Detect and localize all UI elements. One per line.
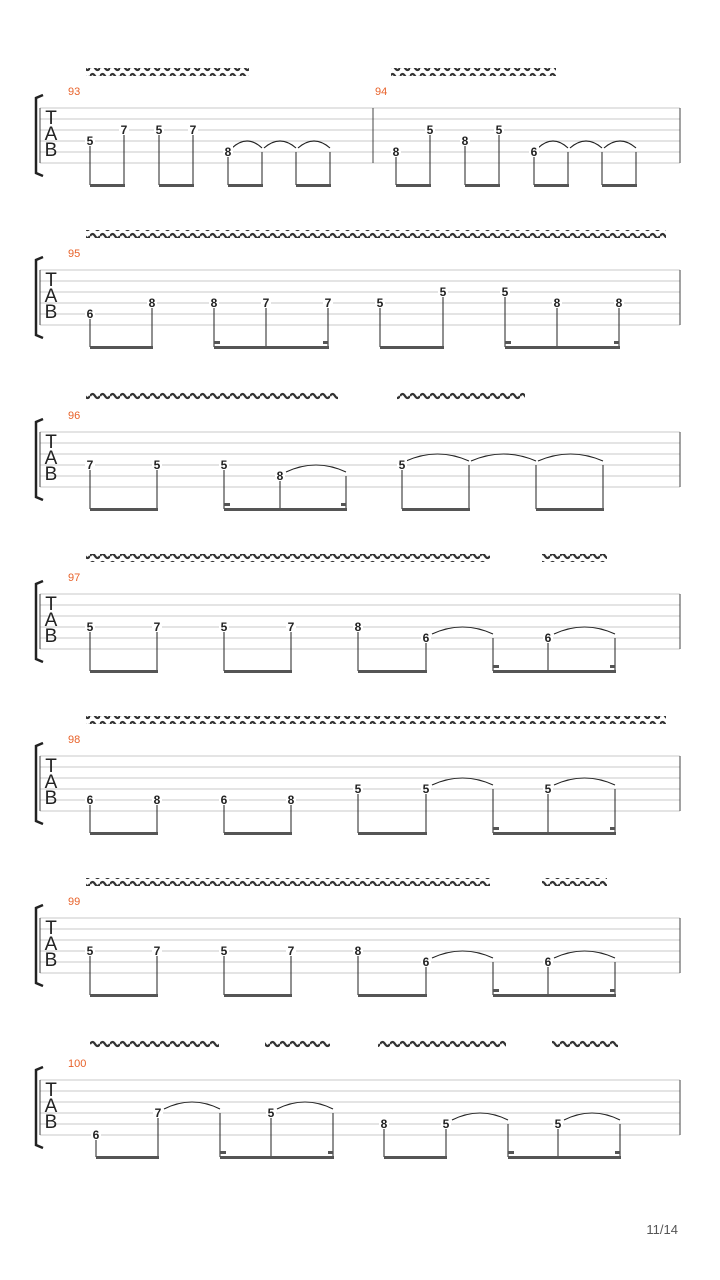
fret-number: 6 xyxy=(86,793,94,807)
vibrato-mark xyxy=(397,392,525,400)
tie-arc xyxy=(538,454,603,461)
sub-beam xyxy=(214,341,220,344)
vibrato-mark xyxy=(86,554,490,562)
beam xyxy=(465,184,500,187)
sub-beam xyxy=(328,1151,333,1154)
sub-beam xyxy=(341,503,346,506)
measure-number: 99 xyxy=(68,896,81,908)
tab-clef-letter-a: A xyxy=(44,448,58,469)
tab-clef-letter-a: A xyxy=(44,286,58,307)
sub-beam xyxy=(508,1151,514,1154)
measure-number: 96 xyxy=(68,410,81,422)
tab-clef-letter-a: A xyxy=(44,610,58,631)
measure-number: 100 xyxy=(68,1058,87,1070)
fret-number: 5 xyxy=(442,1117,450,1131)
tie-arc xyxy=(432,778,493,785)
tab-clef-letter-b: B xyxy=(44,1112,58,1133)
fret-number: 5 xyxy=(220,458,228,472)
fret-number: 5 xyxy=(376,296,384,310)
sub-beam xyxy=(610,665,615,668)
beam xyxy=(90,346,153,349)
sub-beam xyxy=(224,503,230,506)
fret-number: 5 xyxy=(155,123,163,137)
tab-system xyxy=(36,68,680,187)
tab-clef-letter-b: B xyxy=(44,302,58,323)
fret-number: 5 xyxy=(220,944,228,958)
vibrato-mark xyxy=(86,230,666,238)
sub-beam xyxy=(493,665,499,668)
fret-number: 7 xyxy=(153,944,161,958)
tab-system xyxy=(36,554,680,673)
measure-number: 94 xyxy=(375,86,388,98)
sub-beam xyxy=(614,341,619,344)
fret-number: 5 xyxy=(220,620,228,634)
vibrato-mark xyxy=(86,68,249,76)
fret-number: 7 xyxy=(324,296,332,310)
beam xyxy=(493,994,616,997)
beam xyxy=(224,994,292,997)
vibrato-mark xyxy=(378,1040,506,1048)
fret-number: 7 xyxy=(86,458,94,472)
tie-arc xyxy=(452,1113,508,1120)
beam xyxy=(505,346,620,349)
tie-arc xyxy=(264,141,296,148)
sub-beam xyxy=(615,1151,620,1154)
measure-number: 93 xyxy=(68,86,81,98)
beam xyxy=(602,184,637,187)
beam xyxy=(224,508,347,511)
tie-arc xyxy=(432,627,493,634)
tie-arc xyxy=(298,141,330,148)
tab-clef-letter-a: A xyxy=(44,772,58,793)
tab-clef-letter-a: A xyxy=(44,124,58,145)
beam xyxy=(90,994,158,997)
tie-arc xyxy=(538,141,568,148)
beam xyxy=(534,184,569,187)
tab-clef-letter-b: B xyxy=(44,140,58,161)
beam xyxy=(384,1156,447,1159)
fret-number: 5 xyxy=(398,458,406,472)
tab-clef-letter-a: A xyxy=(44,1096,58,1117)
fret-number: 5 xyxy=(501,285,509,299)
fret-number: 5 xyxy=(495,123,503,137)
tab-system xyxy=(36,878,680,997)
tab-system xyxy=(36,230,680,349)
fret-number: 7 xyxy=(153,620,161,634)
beam xyxy=(396,184,431,187)
tab-clef-letter-t: T xyxy=(45,108,57,129)
vibrato-mark xyxy=(86,878,490,886)
beam xyxy=(224,670,292,673)
fret-number: 6 xyxy=(544,631,552,645)
vibrato-mark xyxy=(86,392,338,400)
beam xyxy=(358,994,427,997)
fret-number: 8 xyxy=(354,944,362,958)
fret-number: 6 xyxy=(422,631,430,645)
tab-clef-letter-t: T xyxy=(45,270,57,291)
tab-clef-letter-b: B xyxy=(44,950,58,971)
beam xyxy=(90,832,158,835)
tab-clef-letter-b: B xyxy=(44,788,58,809)
vibrato-mark xyxy=(542,878,607,886)
fret-number: 8 xyxy=(461,134,469,148)
beam xyxy=(90,184,125,187)
tie-arc xyxy=(286,465,346,472)
tab-clef-letter-a: A xyxy=(44,934,58,955)
fret-number: 5 xyxy=(354,782,362,796)
sub-beam xyxy=(610,827,615,830)
fret-number: 8 xyxy=(153,793,161,807)
vibrato-mark xyxy=(542,554,607,562)
sub-beam xyxy=(610,989,615,992)
fret-number: 8 xyxy=(354,620,362,634)
tab-clef-letter-t: T xyxy=(45,756,57,777)
fret-number: 6 xyxy=(544,955,552,969)
tie-arc xyxy=(232,141,262,148)
fret-number: 5 xyxy=(426,123,434,137)
beam xyxy=(536,508,604,511)
measure-number: 98 xyxy=(68,734,81,746)
beam xyxy=(358,670,427,673)
fret-number: 8 xyxy=(224,145,232,159)
tab-clef-letter-b: B xyxy=(44,626,58,647)
fret-number: 6 xyxy=(530,145,538,159)
beam xyxy=(358,832,427,835)
fret-number: 8 xyxy=(148,296,156,310)
tab-system xyxy=(36,392,680,511)
fret-number: 5 xyxy=(86,944,94,958)
beam xyxy=(90,508,158,511)
beam xyxy=(224,832,292,835)
beam xyxy=(508,1156,621,1159)
tab-clef-letter-t: T xyxy=(45,432,57,453)
fret-number: 6 xyxy=(220,793,228,807)
fret-number: 6 xyxy=(86,307,94,321)
tab-clef-letter-b: B xyxy=(44,464,58,485)
beam xyxy=(159,184,194,187)
beam xyxy=(90,670,158,673)
tie-arc xyxy=(554,627,615,634)
tab-clef-letter-t: T xyxy=(45,1080,57,1101)
sub-beam xyxy=(493,989,499,992)
fret-number: 8 xyxy=(615,296,623,310)
fret-number: 7 xyxy=(262,296,270,310)
beam xyxy=(228,184,263,187)
fret-number: 5 xyxy=(86,620,94,634)
vibrato-mark xyxy=(391,68,556,76)
tie-arc xyxy=(406,454,469,461)
fret-number: 7 xyxy=(120,123,128,137)
fret-number: 5 xyxy=(86,134,94,148)
tie-arc xyxy=(554,951,615,958)
fret-number: 5 xyxy=(422,782,430,796)
tab-clef-letter-t: T xyxy=(45,918,57,939)
tab-clef-letter-t: T xyxy=(45,594,57,615)
tie-arc xyxy=(471,454,536,461)
beam xyxy=(493,670,616,673)
measure-number: 95 xyxy=(68,248,81,260)
tie-arc xyxy=(164,1102,220,1109)
tie-arc xyxy=(564,1113,620,1120)
vibrato-mark xyxy=(265,1040,330,1048)
tie-arc xyxy=(554,778,615,785)
fret-number: 7 xyxy=(287,620,295,634)
sub-beam xyxy=(505,341,511,344)
tab-system xyxy=(36,1040,680,1159)
beam xyxy=(296,184,331,187)
vibrato-mark xyxy=(552,1040,618,1048)
fret-number: 8 xyxy=(553,296,561,310)
tie-arc xyxy=(277,1102,333,1109)
fret-number: 5 xyxy=(153,458,161,472)
fret-number: 6 xyxy=(422,955,430,969)
fret-number: 8 xyxy=(210,296,218,310)
beam xyxy=(402,508,470,511)
vibrato-mark xyxy=(86,716,666,724)
measure-number: 97 xyxy=(68,572,81,584)
sub-beam xyxy=(220,1151,226,1154)
tie-arc xyxy=(432,951,493,958)
fret-number: 8 xyxy=(392,145,400,159)
fret-number: 6 xyxy=(92,1128,100,1142)
beam xyxy=(380,346,444,349)
beam xyxy=(214,346,329,349)
vibrato-mark xyxy=(90,1040,219,1048)
page-number: 11/14 xyxy=(646,1222,678,1237)
fret-number: 5 xyxy=(267,1106,275,1120)
fret-number: 5 xyxy=(554,1117,562,1131)
fret-number: 7 xyxy=(154,1106,162,1120)
beam xyxy=(220,1156,334,1159)
fret-number: 7 xyxy=(287,944,295,958)
sub-beam xyxy=(323,341,328,344)
fret-number: 5 xyxy=(544,782,552,796)
fret-number: 5 xyxy=(439,285,447,299)
tie-arc xyxy=(570,141,602,148)
fret-number: 8 xyxy=(276,469,284,483)
beam xyxy=(96,1156,159,1159)
sub-beam xyxy=(493,827,499,830)
beam xyxy=(493,832,616,835)
fret-number: 8 xyxy=(380,1117,388,1131)
fret-number: 8 xyxy=(287,793,295,807)
tie-arc xyxy=(604,141,636,148)
tab-system xyxy=(36,716,680,835)
fret-number: 7 xyxy=(189,123,197,137)
